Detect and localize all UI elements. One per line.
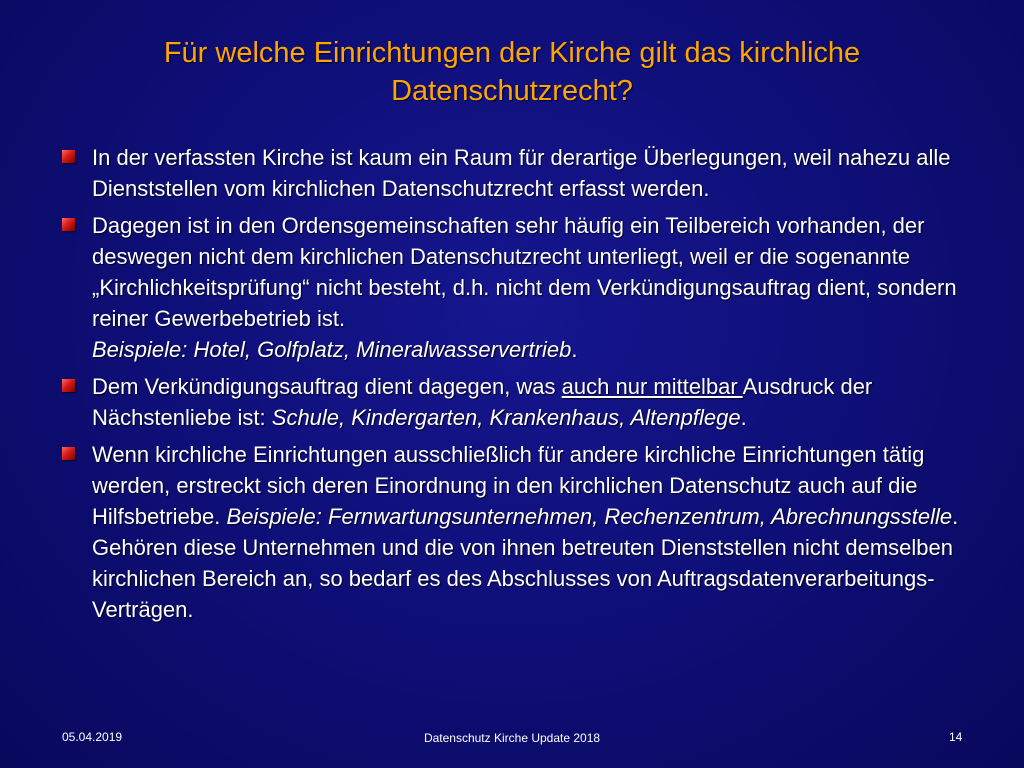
bullet-square-icon xyxy=(62,150,75,163)
bullet-3-example: Schule, Kindergarten, Krankenhaus, Altenpflege xyxy=(271,405,741,430)
bullet-2-example-line xyxy=(92,334,972,365)
bullet-item-3 xyxy=(62,371,972,433)
bullet-3-underlined: auch nur mittelbar xyxy=(561,374,743,399)
bullet-1-text: In der verfassten Kirche ist kaum ein Raum für derartige Überlegungen, weil nahezu alle Dienststellen vom kirchlichen Datenschutzrecht erfasst werden. xyxy=(92,145,951,201)
bullet-2-example-end: . xyxy=(571,337,578,362)
bullet-4-text: Wenn kirchliche Einrichtungen ausschließlich für andere kirchliche Einrichtungen tätig werden, erstreckt sich deren Einordnung in den kirchlichen Datenschutz auch auf die Hilfsbetriebe. xyxy=(92,442,925,529)
bullet-2-text: Dagegen ist in den Ordensgemeinschaften sehr häufig ein Teilbereich vorhanden, der deswegen nicht dem kirchlichen Datenschutzrecht unterliegt, weil er die sogenannte „Kirchlichkeitsprüfung“ nicht besteht, d.h. nicht dem Verkündigungsauftrag dient, sondern reiner Gewerbebetrieb ist. xyxy=(92,213,957,331)
bullet-4-text-2: Gehören diese Unternehmen und die von ihnen betreuten Dienststellen nicht demselben kirchlichen Bereich an, so bedarf es des Abschlusses von Auftragsdatenverarbeitungs-Verträgen. xyxy=(92,535,954,622)
bullet-4-example: Beispiele: Fernwartungsunternehmen, Rechenzentrum, Abrechnungsstelle xyxy=(226,504,953,529)
bullet-2-example: Beispiele: Hotel, Golfplatz, Mineralwasservertrieb xyxy=(92,337,572,362)
bullet-square-icon xyxy=(62,218,75,231)
bullet-list xyxy=(62,142,972,631)
bullet-item-1 xyxy=(62,142,972,204)
bullet-3-text-before: Dem Verkündigungsauftrag dient dagegen, was xyxy=(92,374,562,399)
footer-page-number: 14 xyxy=(949,730,963,744)
footer-date: 05.04.2019 xyxy=(62,730,123,744)
slide-title-line-2: Datenschutzrecht? xyxy=(391,75,633,107)
bullet-4-example-end: . xyxy=(952,504,959,529)
bullet-3-text-after: Ausdruck der Nächstenliebe ist: xyxy=(92,374,873,430)
footer-title: Datenschutz Kirche Update 2018 xyxy=(423,731,601,745)
bullet-3-example-end: . xyxy=(740,405,747,430)
bullet-square-icon xyxy=(62,447,75,460)
bullet-item-4 xyxy=(62,439,972,625)
bullet-square-icon xyxy=(62,379,75,392)
bullet-item-2 xyxy=(62,210,972,365)
slide-title-line-1: Für welche Einrichtungen der Kirche gilt das kirchliche xyxy=(163,37,861,69)
slide-title xyxy=(40,34,984,110)
